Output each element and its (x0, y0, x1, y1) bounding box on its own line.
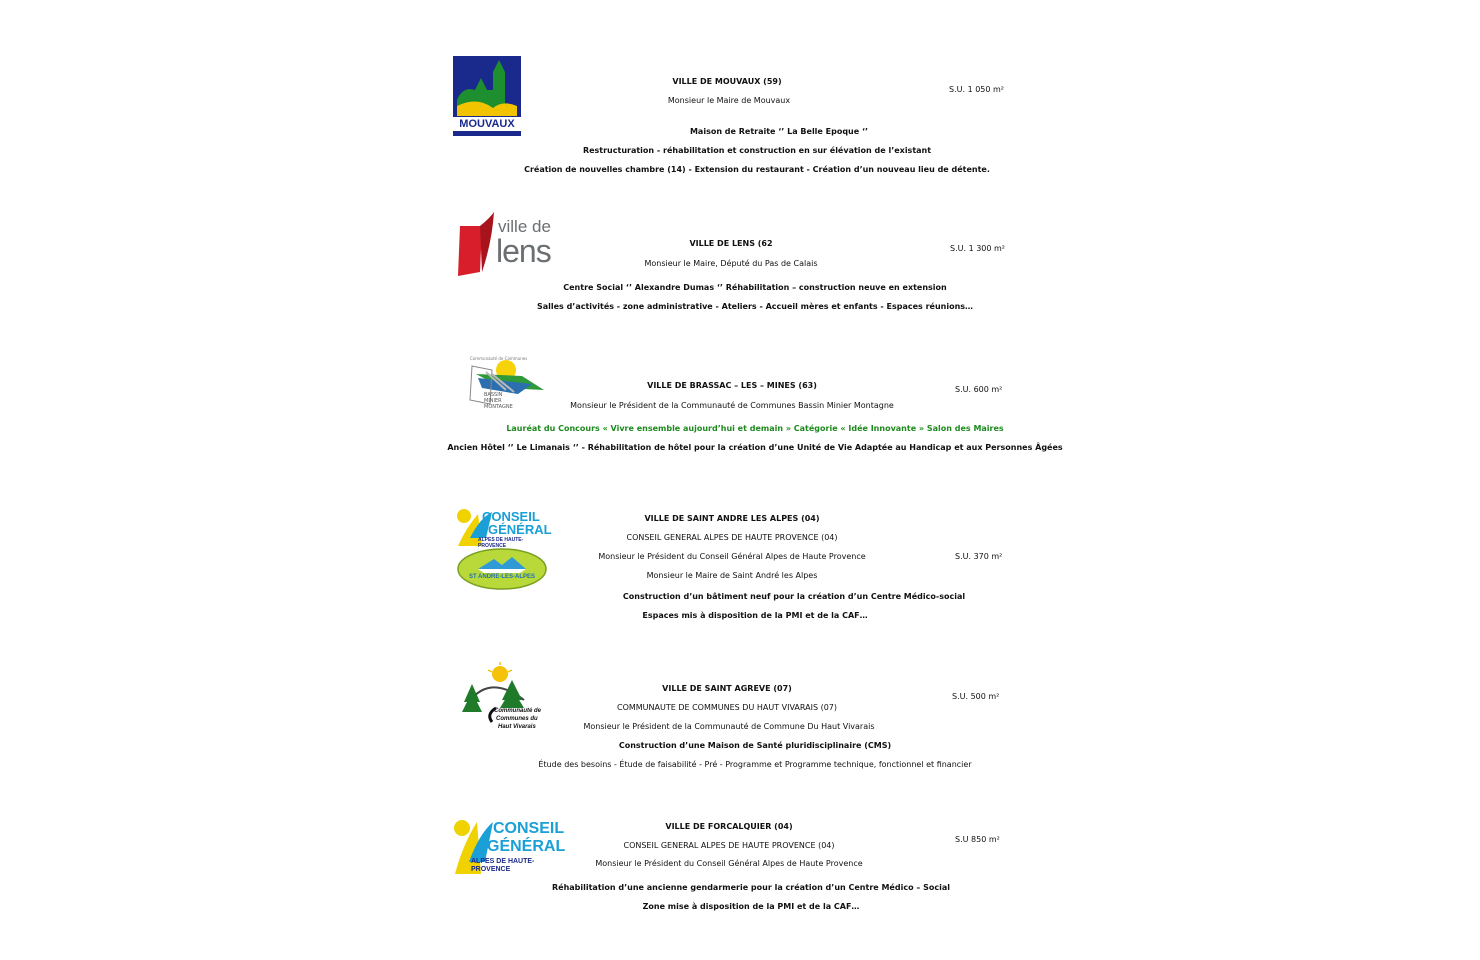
contact-line: CONSEIL GENERAL ALPES DE HAUTE PROVENCE (04) (626, 533, 838, 542)
contact-line: Monsieur le Président de la Communauté de Communes Bassin Minier Montagne (570, 401, 894, 410)
haut-vivarais-logo (458, 662, 548, 736)
surface-area: S.U 850 m² (955, 835, 1000, 844)
conseil-logo-text-3: ALPES DE HAUTE-PROVENCE (471, 858, 535, 873)
award-line: Lauréat du Concours « Vivre ensemble aujourd’hui et demain » Catégorie « Idée Innovante » Salon des Maires (506, 424, 1004, 433)
client-name: VILLE DE MOUVAUX (59) (672, 77, 782, 86)
mouvaux-logo (453, 56, 521, 136)
project-line: Zone mise à disposition de la PMI et de la CAF… (642, 902, 860, 911)
conseil-general-logo (456, 508, 550, 548)
conseil-logo-text-1: CONSEIL (493, 820, 565, 837)
project-line: Espaces mis à disposition de la PMI et de la CAF… (642, 611, 868, 620)
surface-area: S.U. 1 300 m² (950, 244, 1006, 253)
client-name: VILLE DE FORCALQUIER (04) (665, 822, 793, 831)
conseil-logo-text-2: GÉNÉRAL (487, 838, 566, 855)
vivarais-logo-text-3: Haut Vivarais (498, 724, 536, 730)
project-title: Construction d’un bâtiment neuf pour la création d’un Centre Médico-social (622, 592, 966, 601)
mouvaux-logo-text: MOUVAUX (459, 118, 515, 130)
lens-logo-text-main: lens (496, 233, 551, 269)
bassin-logo-text-bottom: BASSIN MINIER MONTAGNE (484, 392, 513, 410)
bassin-logo-text-top: Communauté de Communes (470, 356, 528, 361)
project-line: Étude des besoins - Étude de faisabilité - Pré - Programme et Programme technique, fonctionnel et financier (538, 760, 972, 769)
project-title: Maison de Retraite ‘’ La Belle Epoque ‘’ (689, 127, 869, 136)
surface-area: S.U. 500 m² (952, 692, 1000, 701)
project-title: Centre Social ‘’ Alexandre Dumas ‘’ Réhabilitation – construction neuve en extension (563, 283, 947, 292)
contact-line: Monsieur le Maire de Saint André les Alpes (646, 571, 818, 580)
conseil-logo-text-2: GÉNÉRAL (488, 522, 552, 537)
lens-logo-text-top: ville de (498, 217, 551, 236)
client-name: VILLE DE SAINT ANDRE LES ALPES (04) (644, 514, 820, 523)
project-title: Construction d’une Maison de Santé pluridisciplinaire (CMS) (618, 741, 892, 750)
surface-area: S.U. 1 050 m² (949, 85, 1005, 94)
project-line: Création de nouvelles chambre (14) - Extension du restaurant - Création d’un nouveau lieu de détente. (524, 165, 990, 174)
contact-line: Monsieur le Maire, Député du Pas de Calais (644, 259, 818, 268)
st-andre-logo-text: ST ANDRE-LES-ALPES (468, 574, 536, 580)
contact-line: Monsieur le Président du Conseil Général Alpes de Haute Provence (598, 552, 866, 561)
contact-line: Monsieur le Président de la Communauté de Commune Du Haut Vivarais (583, 722, 875, 731)
contact-line: CONSEIL GENERAL ALPES DE HAUTE PROVENCE (04) (623, 841, 835, 850)
surface-area: S.U. 600 m² (955, 385, 1003, 394)
project-line: Salles d’activités - zone administrative - Ateliers - Accueil mères et enfants - Espaces réunions… (536, 302, 974, 311)
st-andre-logo (456, 547, 548, 591)
contact-line: Monsieur le Maire de Mouvaux (667, 96, 791, 105)
project-title: Réhabilitation d’une ancienne gendarmerie pour la création d’un Centre Médico – Social (551, 883, 951, 892)
vivarais-logo-text-2: Communes du (496, 716, 538, 722)
lens-logo (456, 212, 556, 278)
contact-line: COMMUNAUTE DE COMMUNES DU HAUT VIVARAIS (07) (616, 703, 838, 712)
client-name: VILLE DE BRASSAC – LES – MINES (63) (647, 381, 817, 390)
vivarais-logo-text-1: Communauté de (494, 708, 542, 714)
surface-area: S.U. 370 m² (955, 552, 1003, 561)
client-name: VILLE DE SAINT AGREVE (07) (662, 684, 792, 693)
bassin-minier-logo (462, 354, 548, 414)
conseil-logo-text-3: ALPES DE HAUTE-PROVENCE (478, 537, 524, 549)
project-line: Ancien Hôtel ‘’ Le Limanais ‘’ - Réhabilitation de hôtel pour la création d’une Unité de Vie Adaptée au Handicap et aux Personnes Âgées (447, 443, 1063, 452)
client-name: VILLE DE LENS (62 (689, 239, 773, 248)
conseil-general-logo (453, 814, 566, 876)
contact-line: Monsieur le Président du Conseil Général Alpes de Haute Provence (595, 859, 863, 868)
project-line: Restructuration - réhabilitation et construction en sur élévation de l’existant (582, 146, 932, 155)
conseil-logo-text-1: CONSEIL (482, 509, 540, 524)
